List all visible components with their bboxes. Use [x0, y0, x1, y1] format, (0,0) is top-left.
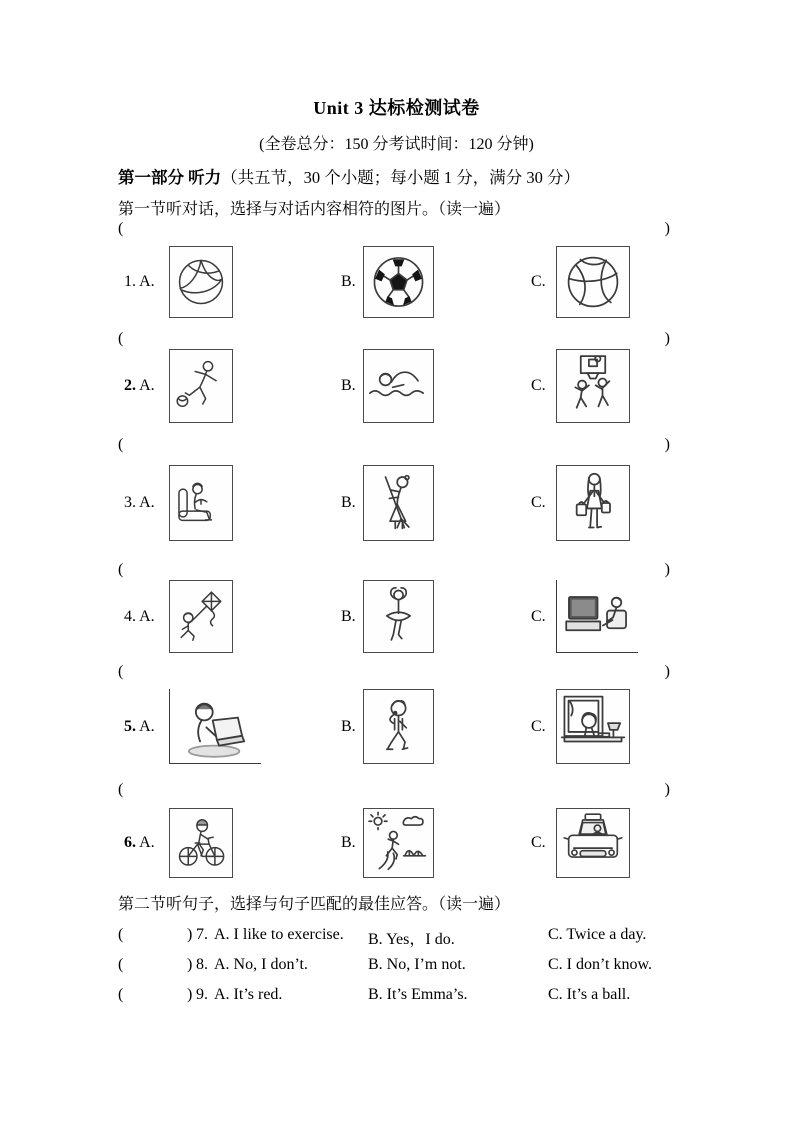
response-option-a: A. It’s red.	[214, 986, 283, 1003]
option-image-c	[556, 580, 638, 653]
option-label-c: C.	[531, 834, 546, 851]
exam-info: (全卷总分：150 分考试时间：120 分钟)	[259, 136, 534, 153]
bracket-close: )	[187, 986, 193, 1003]
driving-car-icon	[559, 811, 627, 875]
picture-question-row	[0, 349, 793, 423]
picture-question-row	[0, 808, 793, 878]
question-number: 6.	[124, 834, 136, 851]
option-label-c: C.	[531, 377, 546, 394]
reading-armchair-icon	[172, 468, 230, 538]
question-number: 3.	[124, 494, 136, 511]
question-number: 7.	[196, 926, 208, 943]
bracket-close: )	[664, 663, 670, 680]
bracket-open: (	[118, 663, 124, 680]
response-question-line	[118, 926, 718, 946]
option-image-a	[169, 349, 233, 423]
response-option-b: B. Yes，I do.	[368, 931, 455, 948]
part1-heading	[118, 164, 580, 188]
bracket-open: (	[118, 561, 124, 578]
laptop-child-icon	[172, 691, 259, 761]
swimmer-icon	[366, 352, 431, 420]
option-label-c: C.	[531, 494, 546, 511]
bracket-open: (	[118, 926, 124, 943]
jogging-outdoors-icon	[366, 811, 431, 875]
option-image-a	[169, 246, 233, 318]
option-image-a	[169, 465, 233, 541]
option-label-b: B.	[341, 377, 356, 394]
option-label-b: B.	[341, 834, 356, 851]
soccer-ball-icon	[366, 249, 431, 315]
bracket-open: (	[118, 986, 124, 1003]
option-image-b	[363, 465, 434, 541]
option-image-c	[556, 246, 630, 318]
bracket-line-q4	[118, 561, 670, 579]
bracket-open: (	[118, 330, 124, 347]
option-label-a: A.	[139, 377, 155, 394]
bracket-line-q1	[118, 220, 670, 238]
option-image-b	[363, 580, 434, 653]
response-option-b: B. It’s Emma’s.	[368, 986, 468, 1003]
picture-question-row	[0, 246, 793, 318]
section1-instruction: 第一节听对话，选择与对话内容相符的图片。（读一遍）	[118, 201, 511, 218]
soccer-player-icon	[172, 352, 230, 420]
picture-question-row	[0, 689, 793, 764]
option-label-b: B.	[341, 717, 356, 735]
part1-heading-bold: 第一部分 听力	[118, 168, 222, 187]
option-label-a: A.	[139, 607, 155, 625]
question-number: 4.	[124, 607, 136, 625]
option-image-c	[556, 465, 630, 541]
bracket-close: )	[187, 956, 193, 973]
response-option-b: B. No, I’m not.	[368, 956, 466, 973]
option-label-c: C.	[531, 273, 546, 290]
page-title: Unit 3 达标检测试卷	[313, 98, 480, 118]
bracket-open: (	[118, 436, 124, 453]
option-label-a: A.	[139, 494, 155, 511]
option-image-a	[169, 689, 261, 764]
option-image-c	[556, 349, 630, 423]
option-image-b	[363, 246, 434, 318]
option-label-a: A.	[139, 273, 155, 290]
bracket-open: (	[118, 220, 124, 237]
part1-heading-rest: （共五节，30 个小题；每小题 1 分，满分 30 分）	[221, 168, 580, 187]
option-label-a: A.	[139, 717, 155, 735]
response-option-c: C. Twice a day.	[548, 926, 647, 943]
response-question-line	[118, 956, 718, 976]
ballet-dancer-icon	[366, 583, 431, 650]
eating-boy-icon	[366, 692, 431, 761]
option-image-b	[363, 349, 434, 423]
section2-instruction: 第二节听句子，选择与句子匹配的最佳应答。（读一遍）	[118, 896, 511, 913]
studying-desk-icon	[559, 692, 627, 761]
basketball-icon	[559, 249, 627, 315]
shopping-icon	[559, 468, 627, 538]
option-label-c: C.	[531, 717, 546, 735]
bracket-close: )	[187, 926, 193, 943]
question-number: 1.	[124, 273, 136, 290]
option-label-a: A.	[139, 834, 155, 851]
bracket-line-q2	[118, 330, 670, 348]
response-option-c: C. It’s a ball.	[548, 986, 631, 1003]
response-option-a: A. I like to exercise.	[214, 926, 344, 943]
response-question-line	[118, 986, 718, 1006]
option-label-c: C.	[531, 607, 546, 625]
volleyball-icon	[172, 249, 230, 315]
sweeping-icon	[366, 468, 431, 538]
question-number: 9.	[196, 986, 208, 1003]
bracket-close: )	[664, 436, 670, 453]
picture-question-row	[0, 580, 793, 653]
option-image-a	[169, 808, 233, 878]
bracket-open: (	[118, 956, 124, 973]
watching-tv-icon	[559, 582, 636, 650]
bracket-line-q5	[118, 663, 670, 681]
response-option-a: A. No, I don’t.	[214, 956, 308, 973]
question-number: 2.	[124, 377, 136, 394]
option-image-a	[169, 580, 233, 653]
bracket-line-q6	[118, 781, 670, 799]
option-image-c	[556, 808, 630, 878]
bracket-open: (	[118, 781, 124, 798]
option-image-b	[363, 808, 434, 878]
kite-flying-icon	[172, 583, 230, 650]
bracket-close: )	[664, 330, 670, 347]
bracket-close: )	[664, 781, 670, 798]
option-label-b: B.	[341, 607, 356, 625]
option-image-c	[556, 689, 630, 764]
question-number: 8.	[196, 956, 208, 973]
bracket-close: )	[664, 220, 670, 237]
cycling-icon	[172, 811, 230, 875]
option-image-b	[363, 689, 434, 764]
bracket-close: )	[664, 561, 670, 578]
bracket-line-q3	[118, 436, 670, 454]
response-option-c: C. I don’t know.	[548, 956, 652, 973]
option-label-b: B.	[341, 273, 356, 290]
question-number: 5.	[124, 717, 136, 735]
picture-question-row	[0, 465, 793, 541]
basketball-players-icon	[559, 352, 627, 420]
option-label-b: B.	[341, 494, 356, 511]
